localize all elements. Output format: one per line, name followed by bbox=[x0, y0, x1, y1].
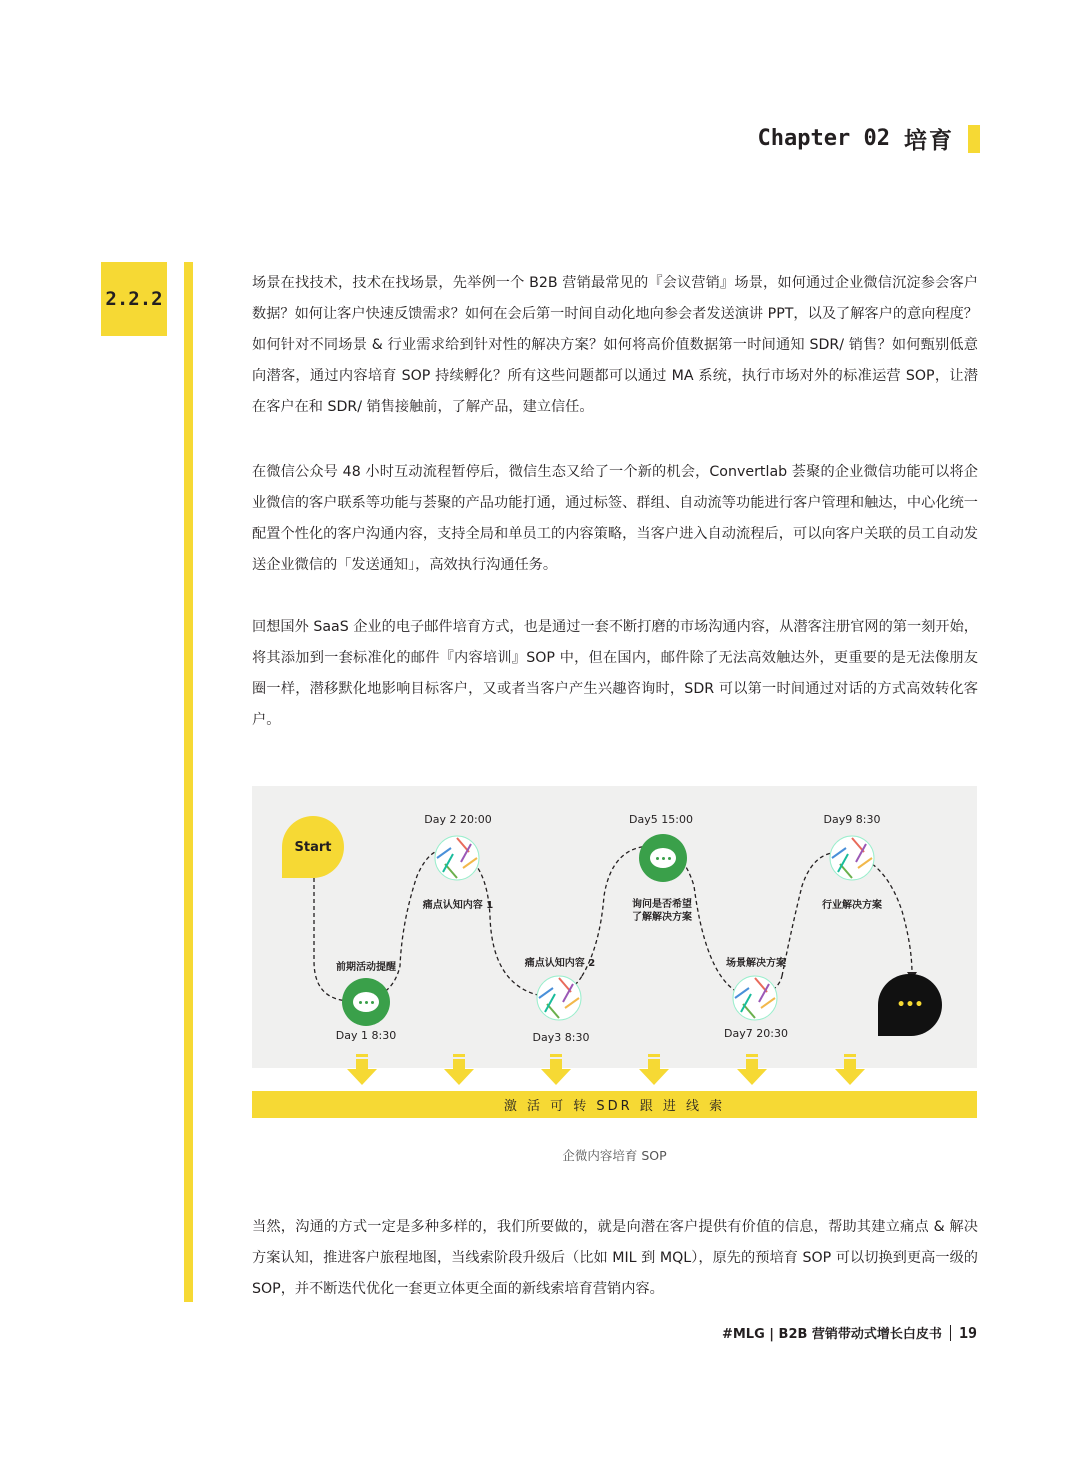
aperture-icon bbox=[535, 974, 583, 1022]
figure-caption: 企微内容培育 SOP bbox=[562, 1148, 667, 1163]
paragraph-1: 场景在找技术，技术在找场景，先举例一个 B2B 营销最常见的『会议营销』场景，如何通过企业微信沉淀参会客户数据？如何让客户快速反馈需求？如何在会后第一时间自动化地向参会者发送演讲 PPT，以及了解客户的意向程度？如何针对不同场景 & 行业需求给到针对性的解决方案？如何将高价值数据第一时间通知 SDR/ 销售？如何甄别低意向潜客，通过内容培育 SOP 持续孵化？所有这些问题都可以通过 MA 系统，执行市场对外的标准运营 SOP，让潜在客户在和 SDR/ 销售接触前，了解产品，建立信任。 bbox=[252, 275, 978, 415]
end-chat-bubble: ••• bbox=[878, 974, 942, 1036]
aperture-icon bbox=[828, 834, 876, 882]
time-label: Day5 15:00 bbox=[629, 813, 693, 826]
time-label: Day7 20:30 bbox=[724, 1027, 788, 1040]
step-label: 行业解决方案 bbox=[822, 900, 882, 911]
section-number: 2.2.2 bbox=[101, 262, 167, 336]
step-label: 场景解决方案 bbox=[726, 958, 786, 969]
aperture-icon bbox=[731, 974, 779, 1022]
wechat-icon bbox=[639, 834, 687, 882]
paragraph-2: 在微信公众号 48 小时互动流程暂停后，微信生态又给了一个新的机会，Convertlab 荟聚的企业微信功能可以将企业微信的客户联系等功能与荟聚的产品功能打通，通过标签、群组、自动流等功能进行客户管理和触达，中心化统一配置个性化的客户沟通内容，支持全局和单员工的内容策略，当客户进入自动流程后，可以向客户关联的员工自动发送企业微信的「发送通知」，高效执行沟通任务。 bbox=[252, 464, 978, 573]
flow-path bbox=[252, 786, 977, 1068]
paragraph-4: 当然，沟通的方式一定是多种多样的，我们所要做的，就是向潜在客户提供有价值的信息，帮助其建立痛点 & 解决方案认知，推进客户旅程地图，当线索阶段升级后（比如 MIL 到 MQL），原先的预培育 SOP 可以切换到更高一级的 SOP，并不断迭代优化一套更立体更全面的新线索培育营销内容。 bbox=[252, 1219, 978, 1297]
chapter-header bbox=[758, 122, 980, 155]
down-arrow-icon bbox=[444, 1054, 474, 1086]
step-label: 前期活动提醒 bbox=[336, 962, 396, 973]
step-label-line: 了解解决方案 bbox=[632, 912, 692, 923]
step-label bbox=[632, 898, 692, 924]
aperture-icon bbox=[433, 834, 481, 882]
start-bubble: Start bbox=[282, 816, 344, 878]
chapter-accent-bar bbox=[968, 125, 980, 153]
page-number: 19 bbox=[958, 1323, 977, 1342]
time-label: Day3 8:30 bbox=[532, 1031, 590, 1044]
sdr-banner: 激 活 可 转 SDR 跟 进 线 索 bbox=[252, 1091, 977, 1118]
chapter-label: Chapter 02 bbox=[757, 126, 890, 151]
paragraph-3: 回想国外 SaaS 企业的电子邮件培育方式，也是通过一套不断打磨的市场沟通内容，从潜客注册官网的第一刻开始，将其添加到一套标准化的邮件『内容培训』SOP 中，但在国内，邮件除了无法高效触达外，更重要的是无法像朋友圈一样，潜移默化地影响目标客户，又或者当客户产生兴趣咨询时，SDR 可以第一时间通过对话的方式高效转化客户。 bbox=[252, 619, 978, 728]
down-arrow-icon bbox=[639, 1054, 669, 1086]
step-label: 痛点认知内容 1 bbox=[422, 900, 494, 911]
time-label: Day 2 20:00 bbox=[424, 813, 492, 826]
time-label: Day9 8:30 bbox=[823, 813, 881, 826]
section-rule bbox=[184, 262, 193, 1302]
footer-divider bbox=[950, 1325, 951, 1341]
sop-flow-diagram bbox=[252, 786, 977, 1068]
chapter-title: 培育 bbox=[904, 128, 954, 154]
down-arrow-icon bbox=[347, 1054, 377, 1086]
wechat-icon bbox=[342, 978, 390, 1026]
page-footer bbox=[722, 1323, 977, 1342]
down-arrow-icon bbox=[835, 1054, 865, 1086]
step-label: 痛点认知内容 2 bbox=[524, 958, 596, 969]
down-arrow-icon bbox=[737, 1054, 767, 1086]
down-arrow-icon bbox=[541, 1054, 571, 1086]
footer-book-title: #MLG | B2B 营销带动式增长白皮书 bbox=[721, 1327, 942, 1342]
time-label: Day 1 8:30 bbox=[335, 1029, 397, 1042]
step-label-line: 询问是否希望 bbox=[632, 899, 692, 910]
